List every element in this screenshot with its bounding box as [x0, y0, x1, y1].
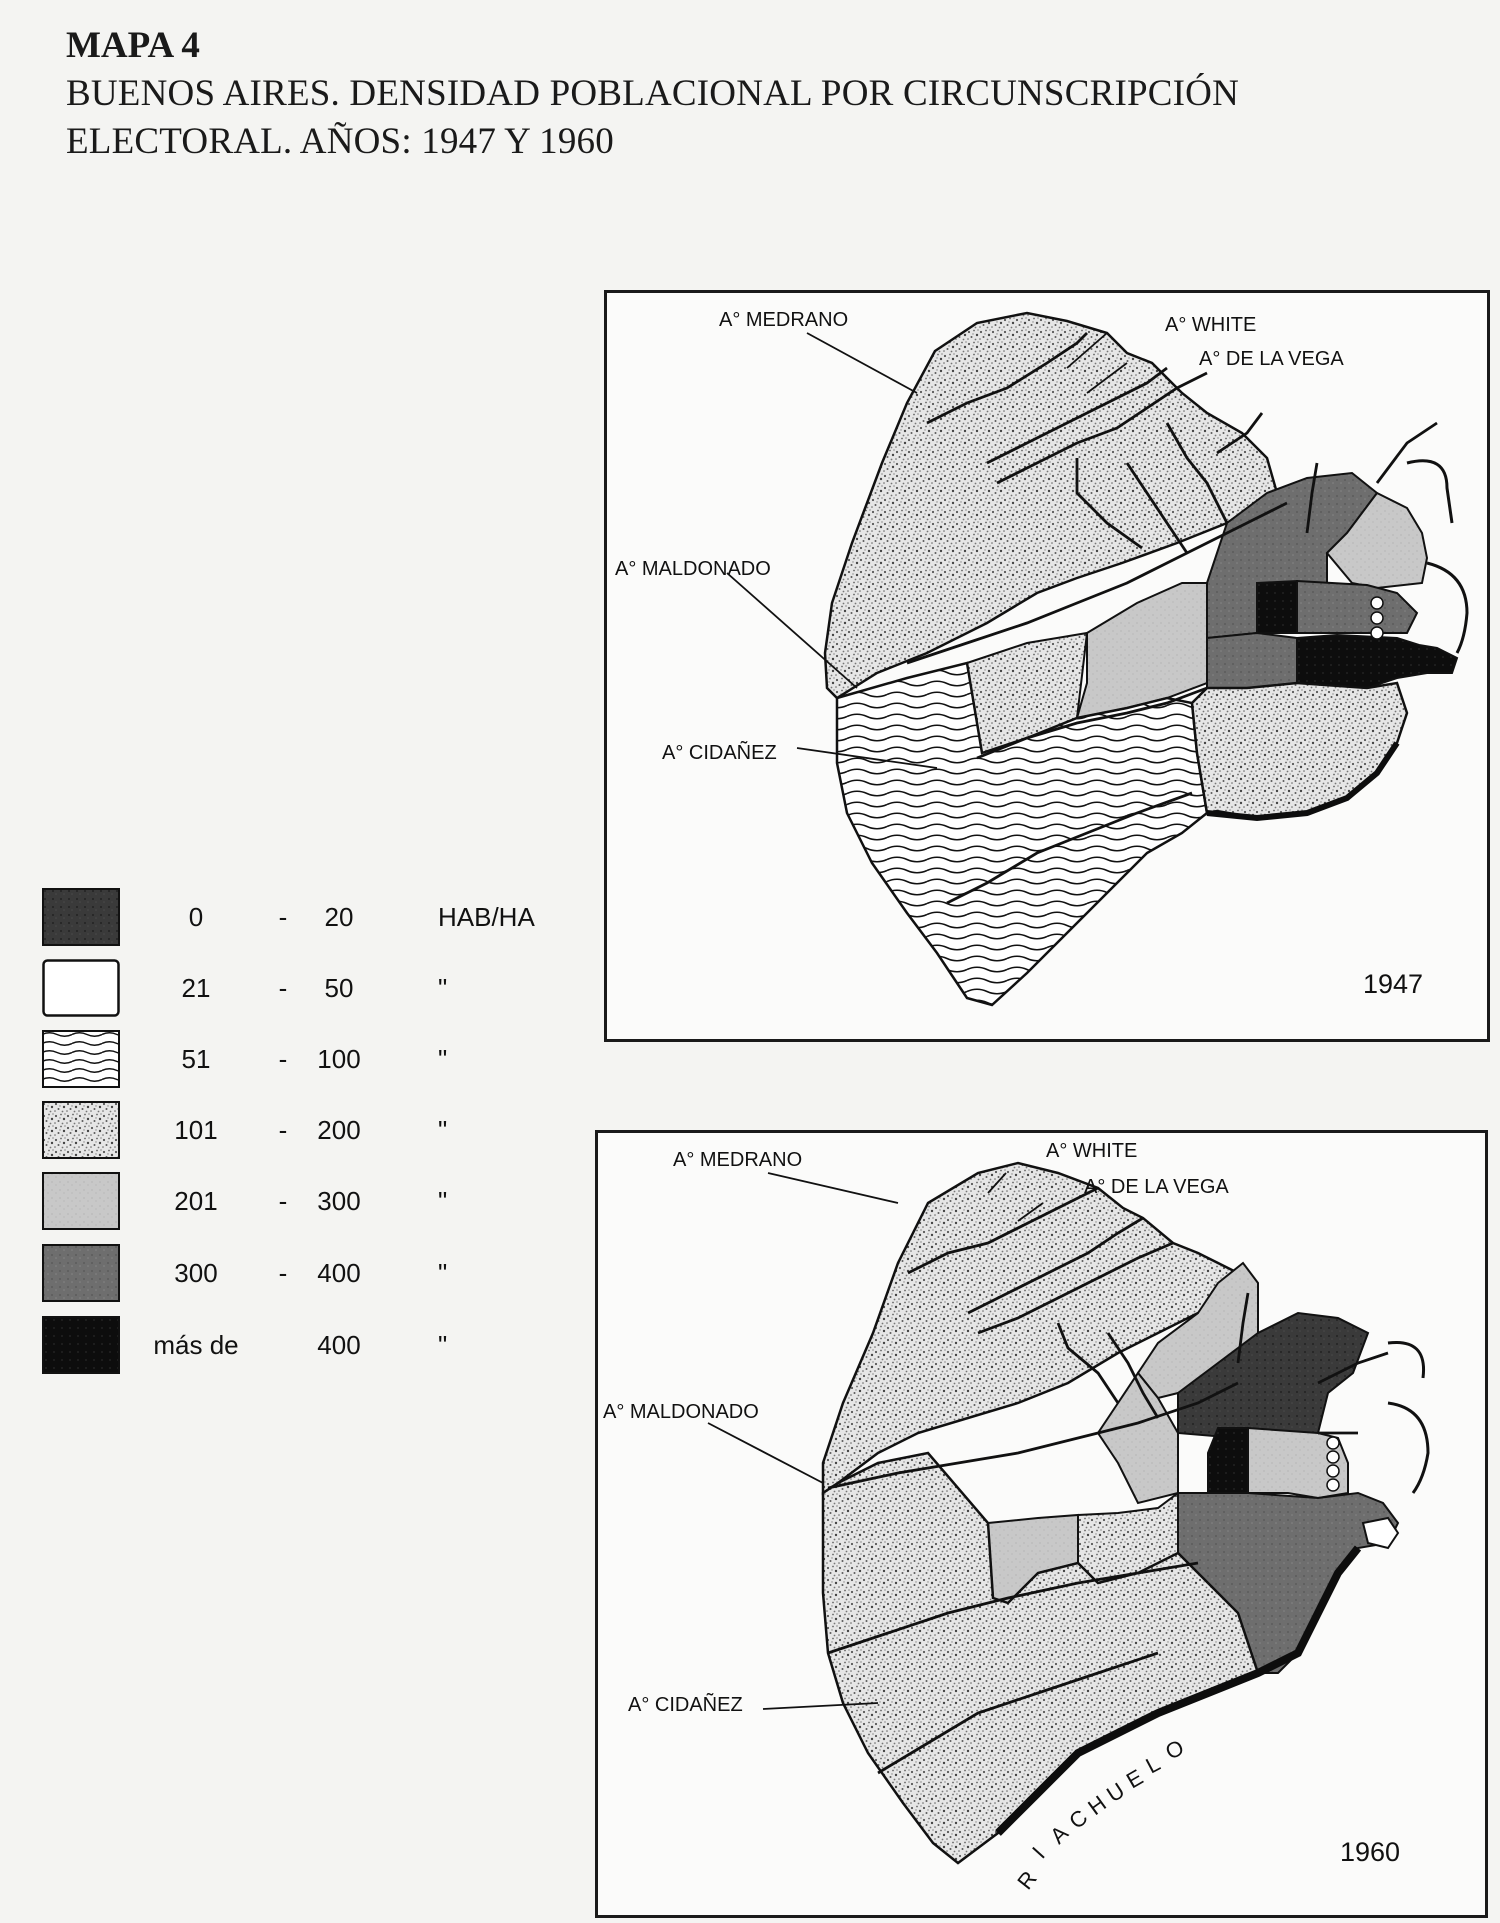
legend-swatch-wavy [42, 1030, 120, 1088]
legend-unit: HAB/HA [438, 902, 535, 932]
legend-min: 101 [174, 1115, 218, 1145]
legend-swatch-speckle [42, 1101, 120, 1159]
stream-label-vega: A° DE LA VEGA [1199, 348, 1344, 370]
stream-label-white: A° WHITE [1165, 314, 1257, 336]
legend-row-0-20 [40, 888, 535, 948]
map-1960 [598, 1133, 1485, 1915]
legend-row-51-100 [40, 1030, 520, 1090]
title-line-1: BUENOS AIRES. DENSIDAD POBLACIONAL POR CIRCUNSCRIPCIÓN [66, 73, 1240, 114]
map-year-1947: 1947 [1363, 969, 1424, 999]
legend-min: 0 [188, 902, 204, 932]
river-letter: L [1141, 1750, 1165, 1779]
stream-label-vega: A° DE LA VEGA [1084, 1176, 1229, 1198]
district-light-gray [1077, 583, 1212, 718]
legend-max: 100 [317, 1044, 361, 1074]
river-letter: R [1012, 1866, 1042, 1895]
legend-min: 51 [181, 1044, 211, 1074]
map-number: MAPA 4 [66, 25, 200, 66]
legend-unit-ditto: " [438, 1186, 448, 1216]
legend-separator: - [278, 902, 288, 932]
legend-max: 50 [324, 973, 354, 1003]
legend-separator: - [278, 1115, 288, 1145]
legend-swatch-mid-gray [42, 1244, 120, 1302]
legend-swatch-dark [42, 888, 120, 946]
legend-row-over-400 [40, 1316, 520, 1376]
title-line-2: ELECTORAL. AÑOS: 1947 Y 1960 [66, 121, 614, 162]
stream-label-cidanez: A° CIDAÑEZ [628, 1694, 743, 1716]
legend-min: 21 [181, 973, 211, 1003]
river-letter: E [1122, 1764, 1148, 1794]
legend-swatch-light-gray [42, 1172, 120, 1230]
stream-label-white: A° WHITE [1046, 1140, 1138, 1162]
river-letter: A [1045, 1820, 1074, 1849]
stream-label-cidanez: A° CIDAÑEZ [662, 742, 777, 764]
legend-max: 20 [324, 902, 354, 932]
legend-row-201-300 [40, 1172, 520, 1232]
river-letter: C [1064, 1804, 1093, 1834]
port-docks [1371, 597, 1383, 639]
legend-max: 400 [317, 1258, 361, 1288]
district-black [1257, 581, 1297, 633]
river-letter: U [1102, 1777, 1130, 1808]
district-mid-gray [1297, 581, 1417, 633]
legend-swatch-blank [42, 959, 120, 1017]
river-letter: H [1083, 1790, 1111, 1821]
legend-unit-ditto: " [438, 1330, 448, 1360]
density-legend [40, 888, 535, 1388]
river-letter: I [1027, 1842, 1050, 1864]
legend-row-101-200 [40, 1101, 520, 1161]
river-letter: O [1161, 1734, 1188, 1765]
legend-min: 201 [174, 1186, 218, 1216]
legend-min: más de [153, 1330, 239, 1360]
legend-unit-ditto: " [438, 1044, 448, 1074]
legend-separator: - [278, 973, 288, 1003]
legend-min: 300 [174, 1258, 218, 1288]
legend-separator: - [278, 1044, 288, 1074]
legend-max: 400 [317, 1330, 361, 1360]
page-title [66, 22, 1446, 166]
district-black [1208, 1428, 1248, 1493]
district-black [1297, 635, 1457, 688]
map-year-1960: 1960 [1340, 1837, 1401, 1867]
legend-separator: - [278, 1186, 288, 1216]
map-panel-1947 [604, 290, 1490, 1042]
legend-max: 300 [317, 1186, 361, 1216]
legend-separator: - [278, 1258, 288, 1288]
legend-unit-ditto: " [438, 1258, 448, 1288]
map-1947 [607, 293, 1487, 1039]
legend-max: 200 [317, 1115, 361, 1145]
stream-label-medrano: A° MEDRANO [719, 309, 849, 331]
district-speckle [1192, 683, 1407, 818]
legend-swatch-black [42, 1316, 120, 1374]
legend-row-21-50 [40, 959, 520, 1019]
legend-unit-ditto: " [438, 1115, 448, 1145]
stream-label-maldonado: A° MALDONADO [615, 558, 771, 580]
legend-row-300-400 [40, 1244, 520, 1304]
legend-unit-ditto: " [438, 973, 448, 1003]
coast-lines [1388, 1342, 1428, 1493]
district-dark [1207, 633, 1297, 688]
stream-label-maldonado: A° MALDONADO [603, 1401, 759, 1423]
map-panel-1960 [595, 1130, 1488, 1918]
stream-label-medrano: A° MEDRANO [673, 1149, 803, 1171]
